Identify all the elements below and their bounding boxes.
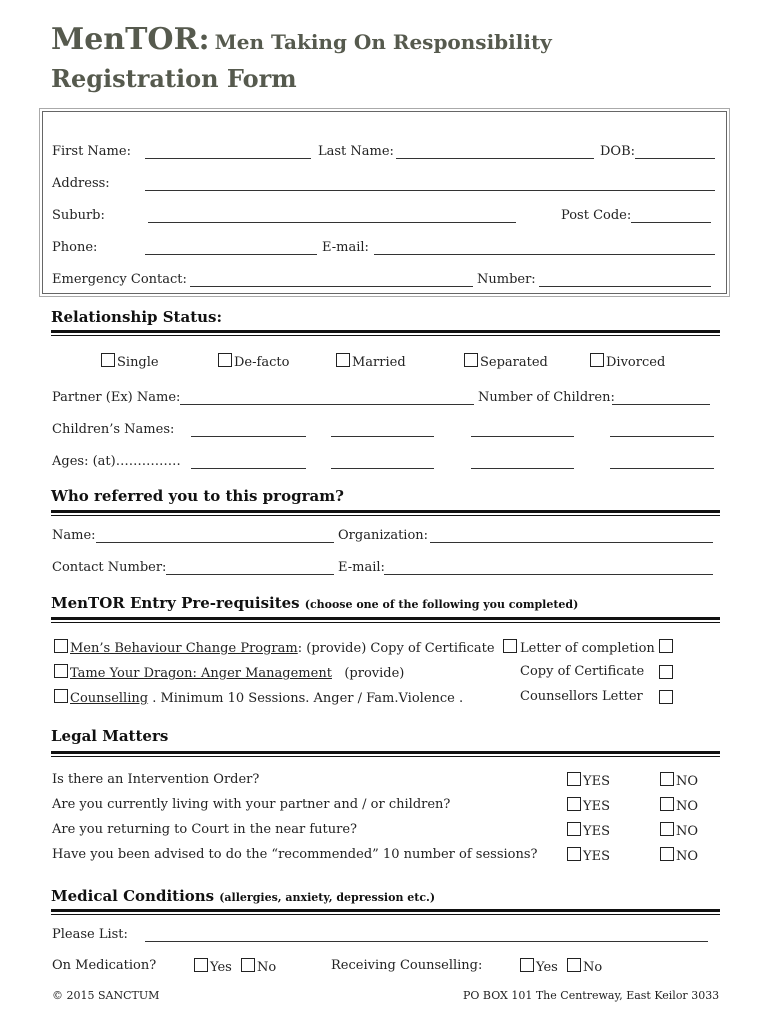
referral-heading: Who referred you to this program? [51, 487, 344, 505]
checkbox[interactable] [520, 958, 534, 972]
checkbox[interactable] [567, 847, 581, 861]
organization-label: Organization: [338, 528, 429, 543]
emergency-contact-label: Emergency Contact: [52, 272, 187, 287]
yes-option[interactable]: YES [567, 822, 610, 839]
referral-email-label: E-mail: [338, 560, 385, 575]
number-of-children-label: Number of Children: [478, 390, 615, 405]
on-medication-label: On Medication? [52, 958, 157, 973]
referral-name-field[interactable] [96, 542, 334, 543]
post-code-field[interactable] [631, 222, 711, 223]
first-name-label: First Name: [52, 144, 131, 159]
checkbox[interactable] [659, 639, 673, 653]
post-code-label: Post Code: [561, 208, 632, 223]
option-single[interactable]: Single [101, 353, 159, 370]
section-divider [51, 335, 720, 336]
organization-field[interactable] [430, 542, 713, 543]
checkbox[interactable] [503, 639, 517, 653]
legal-heading: Legal Matters [51, 727, 169, 745]
option-separated[interactable]: Separated [464, 353, 548, 370]
child-age-field[interactable] [331, 468, 434, 469]
checkbox[interactable] [567, 958, 581, 972]
checkbox[interactable] [659, 665, 673, 679]
no-option[interactable]: NO [660, 772, 698, 789]
emergency-number-field[interactable] [539, 286, 711, 287]
checkbox[interactable] [54, 639, 68, 653]
prereq-row-tame-your-dragon [54, 664, 404, 681]
childrens-names-label: Children’s Names: [52, 422, 175, 437]
medical-list-field[interactable] [145, 941, 708, 942]
checkbox[interactable] [660, 772, 674, 786]
child-name-field[interactable] [610, 436, 714, 437]
ages-label: Ages: (at)…………… [52, 454, 181, 469]
suburb-label: Suburb: [52, 208, 105, 223]
referral-name-label: Name: [52, 528, 96, 543]
partner-name-label: Partner (Ex) Name: [52, 390, 181, 405]
section-divider [51, 909, 720, 912]
checkbox[interactable] [659, 690, 673, 704]
checkbox[interactable] [567, 797, 581, 811]
checkbox[interactable] [660, 847, 674, 861]
phone-field[interactable] [145, 254, 317, 255]
receiving-counselling-label: Receiving Counselling: [331, 958, 483, 973]
counselling-yes-option[interactable]: Yes [520, 958, 558, 975]
prereq-row-mbcp [54, 639, 519, 656]
counselling-no-option[interactable]: No [567, 958, 602, 975]
suburb-field[interactable] [148, 222, 516, 223]
program-detail: . Minimum 10 Sessions. Anger / Fam.Violence . [152, 691, 464, 706]
medical-heading-row [51, 886, 435, 905]
checkbox[interactable] [54, 664, 68, 678]
personal-details-box [42, 111, 727, 294]
brand-subtitle: Men Taking On Responsibility [214, 30, 552, 54]
yes-option[interactable]: YES [567, 847, 610, 864]
option-married[interactable]: Married [336, 353, 406, 370]
please-list-label: Please List: [52, 927, 128, 942]
emergency-number-label: Number: [477, 272, 536, 287]
prereq-row-counselling [54, 689, 463, 706]
checkbox[interactable] [590, 353, 604, 367]
prereq-heading-row [51, 593, 578, 612]
child-age-field[interactable] [610, 468, 714, 469]
yes-option[interactable]: YES [567, 797, 610, 814]
section-divider [51, 751, 720, 754]
email-label: E-mail: [322, 240, 369, 255]
medication-yes-option[interactable]: Yes [194, 958, 232, 975]
contact-number-label: Contact Number: [52, 560, 167, 575]
relationship-heading: Relationship Status: [51, 308, 223, 326]
checkbox[interactable] [241, 958, 255, 972]
option-de-facto[interactable]: De-facto [218, 353, 289, 370]
checkbox[interactable] [567, 772, 581, 786]
child-name-field[interactable] [471, 436, 574, 437]
medical-heading: Medical Conditions [51, 887, 215, 905]
contact-number-field[interactable] [166, 574, 334, 575]
dob-field[interactable] [635, 158, 715, 159]
program-name: Men’s Behaviour Change Program [70, 641, 298, 656]
program-name: Counselling [70, 691, 149, 706]
child-age-field[interactable] [471, 468, 574, 469]
dob-label: DOB: [600, 144, 636, 159]
checkbox[interactable] [218, 353, 232, 367]
program-name: Tame Your Dragon: Anger Management [70, 666, 332, 681]
child-age-field[interactable] [191, 468, 306, 469]
no-option[interactable]: NO [660, 847, 698, 864]
checkbox[interactable] [660, 822, 674, 836]
option-divorced[interactable]: Divorced [590, 353, 665, 370]
legal-question: Is there an Intervention Order? [52, 772, 260, 787]
number-of-children-field[interactable] [612, 404, 710, 405]
legal-question: Have you been advised to do the “recommended” 10 number of sessions? [52, 847, 538, 862]
section-divider [51, 330, 720, 333]
address-field[interactable] [145, 190, 715, 191]
checkbox[interactable] [54, 689, 68, 703]
legal-question: Are you returning to Court in the near future? [52, 822, 357, 837]
medical-note: (allergies, anxiety, depression etc.) [219, 891, 436, 904]
checkbox[interactable] [101, 353, 115, 367]
checkbox[interactable] [336, 353, 350, 367]
no-option[interactable]: NO [660, 797, 698, 814]
child-name-field[interactable] [191, 436, 306, 437]
proof-copy-of-certificate: Copy of Certificate [520, 664, 645, 679]
phone-label: Phone: [52, 240, 98, 255]
last-name-field[interactable] [396, 158, 594, 159]
referral-email-field[interactable] [384, 574, 713, 575]
email-field[interactable] [374, 254, 715, 255]
footer-copyright: © 2015 SANCTUM [52, 989, 160, 1002]
legal-question: Are you currently living with your partner and / or children? [52, 797, 451, 812]
form-title: Registration Form [51, 64, 297, 93]
partner-name-field[interactable] [180, 404, 474, 405]
checkbox[interactable] [464, 353, 478, 367]
first-name-field[interactable] [145, 158, 311, 159]
emergency-contact-field[interactable] [190, 286, 473, 287]
program-detail: : (provide) Copy of Certificate [297, 641, 495, 656]
form-header [51, 22, 552, 57]
proof-counsellors-letter: Counsellors Letter [520, 689, 643, 704]
section-divider [51, 756, 720, 757]
section-divider [51, 510, 720, 513]
child-name-field[interactable] [331, 436, 434, 437]
checkbox[interactable] [194, 958, 208, 972]
section-divider [51, 617, 720, 620]
no-option[interactable]: NO [660, 822, 698, 839]
medication-no-option[interactable]: No [241, 958, 276, 975]
section-divider [51, 622, 720, 623]
section-divider [51, 515, 720, 516]
brand-title: MenTOR: [51, 22, 210, 57]
footer-address: PO BOX 101 The Centreway, East Keilor 3033 [463, 989, 720, 1002]
proof-letter-of-completion: Letter of completion [520, 639, 675, 656]
yes-option[interactable]: YES [567, 772, 610, 789]
checkbox[interactable] [660, 797, 674, 811]
section-divider [51, 914, 720, 915]
last-name-label: Last Name: [318, 144, 394, 159]
prereq-heading: MenTOR Entry Pre-requisites [51, 594, 300, 612]
address-label: Address: [52, 176, 110, 191]
prereq-note: (choose one of the following you completed) [304, 598, 579, 611]
checkbox[interactable] [567, 822, 581, 836]
program-detail: (provide) [344, 666, 405, 681]
